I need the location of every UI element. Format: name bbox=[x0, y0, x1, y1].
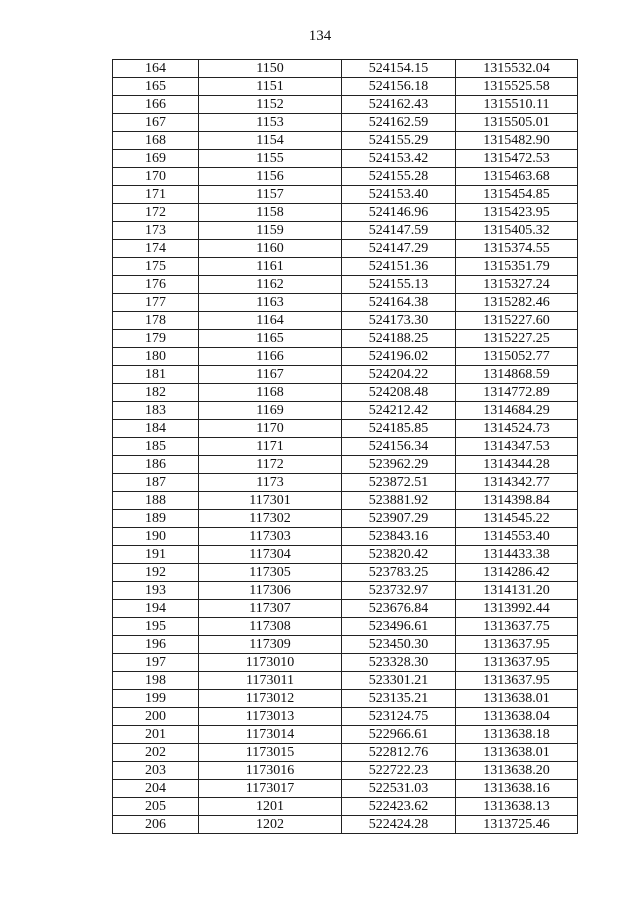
row-index-cell: 172 bbox=[113, 204, 199, 222]
row-index-cell: 190 bbox=[113, 528, 199, 546]
table-row bbox=[113, 636, 578, 654]
y-coordinate-cell: 1314553.40 bbox=[456, 528, 578, 546]
y-coordinate-cell: 1315327.24 bbox=[456, 276, 578, 294]
table-row bbox=[113, 510, 578, 528]
point-id-cell: 1163 bbox=[199, 294, 342, 312]
y-coordinate-cell: 1314433.38 bbox=[456, 546, 578, 564]
row-index-cell: 202 bbox=[113, 744, 199, 762]
x-coordinate-cell: 523328.30 bbox=[342, 654, 456, 672]
y-coordinate-cell: 1314868.59 bbox=[456, 366, 578, 384]
row-index-cell: 199 bbox=[113, 690, 199, 708]
y-coordinate-cell: 1314342.77 bbox=[456, 474, 578, 492]
x-coordinate-cell: 523301.21 bbox=[342, 672, 456, 690]
table-row bbox=[113, 726, 578, 744]
row-index-cell: 178 bbox=[113, 312, 199, 330]
row-index-cell: 185 bbox=[113, 438, 199, 456]
x-coordinate-cell: 524164.38 bbox=[342, 294, 456, 312]
y-coordinate-cell: 1315525.58 bbox=[456, 78, 578, 96]
point-id-cell: 1156 bbox=[199, 168, 342, 186]
x-coordinate-cell: 524155.29 bbox=[342, 132, 456, 150]
row-index-cell: 203 bbox=[113, 762, 199, 780]
y-coordinate-cell: 1314545.22 bbox=[456, 510, 578, 528]
table-row bbox=[113, 258, 578, 276]
x-coordinate-cell: 522966.61 bbox=[342, 726, 456, 744]
point-id-cell: 117309 bbox=[199, 636, 342, 654]
row-index-cell: 183 bbox=[113, 402, 199, 420]
y-coordinate-cell: 1314347.53 bbox=[456, 438, 578, 456]
table-row bbox=[113, 528, 578, 546]
point-id-cell: 1165 bbox=[199, 330, 342, 348]
table-row bbox=[113, 690, 578, 708]
row-index-cell: 200 bbox=[113, 708, 199, 726]
y-coordinate-cell: 1313638.16 bbox=[456, 780, 578, 798]
table-row bbox=[113, 744, 578, 762]
point-id-cell: 117308 bbox=[199, 618, 342, 636]
x-coordinate-cell: 524162.43 bbox=[342, 96, 456, 114]
point-id-cell: 1202 bbox=[199, 816, 342, 834]
x-coordinate-cell: 524156.34 bbox=[342, 438, 456, 456]
y-coordinate-cell: 1313992.44 bbox=[456, 600, 578, 618]
point-id-cell: 1154 bbox=[199, 132, 342, 150]
y-coordinate-cell: 1313638.20 bbox=[456, 762, 578, 780]
y-coordinate-cell: 1315454.85 bbox=[456, 186, 578, 204]
table-row bbox=[113, 114, 578, 132]
row-index-cell: 198 bbox=[113, 672, 199, 690]
table-row bbox=[113, 312, 578, 330]
x-coordinate-cell: 523872.51 bbox=[342, 474, 456, 492]
row-index-cell: 205 bbox=[113, 798, 199, 816]
table-row bbox=[113, 618, 578, 636]
y-coordinate-cell: 1314524.73 bbox=[456, 420, 578, 438]
y-coordinate-cell: 1315374.55 bbox=[456, 240, 578, 258]
coordinates-table-body bbox=[113, 60, 578, 834]
point-id-cell: 1162 bbox=[199, 276, 342, 294]
x-coordinate-cell: 524153.42 bbox=[342, 150, 456, 168]
x-coordinate-cell: 523962.29 bbox=[342, 456, 456, 474]
x-coordinate-cell: 524212.42 bbox=[342, 402, 456, 420]
y-coordinate-cell: 1315532.04 bbox=[456, 60, 578, 78]
point-id-cell: 1160 bbox=[199, 240, 342, 258]
table-row bbox=[113, 708, 578, 726]
y-coordinate-cell: 1315282.46 bbox=[456, 294, 578, 312]
row-index-cell: 170 bbox=[113, 168, 199, 186]
row-index-cell: 189 bbox=[113, 510, 199, 528]
table-row bbox=[113, 420, 578, 438]
row-index-cell: 206 bbox=[113, 816, 199, 834]
point-id-cell: 1158 bbox=[199, 204, 342, 222]
table-row bbox=[113, 96, 578, 114]
point-id-cell: 1172 bbox=[199, 456, 342, 474]
table-row bbox=[113, 762, 578, 780]
x-coordinate-cell: 522531.03 bbox=[342, 780, 456, 798]
table-row bbox=[113, 654, 578, 672]
y-coordinate-cell: 1314131.20 bbox=[456, 582, 578, 600]
point-id-cell: 1171 bbox=[199, 438, 342, 456]
row-index-cell: 167 bbox=[113, 114, 199, 132]
coordinates-table bbox=[112, 59, 578, 834]
table-row bbox=[113, 276, 578, 294]
point-id-cell: 117302 bbox=[199, 510, 342, 528]
x-coordinate-cell: 524153.40 bbox=[342, 186, 456, 204]
x-coordinate-cell: 524154.15 bbox=[342, 60, 456, 78]
table-row bbox=[113, 474, 578, 492]
row-index-cell: 195 bbox=[113, 618, 199, 636]
y-coordinate-cell: 1313725.46 bbox=[456, 816, 578, 834]
row-index-cell: 176 bbox=[113, 276, 199, 294]
y-coordinate-cell: 1315510.11 bbox=[456, 96, 578, 114]
point-id-cell: 1173 bbox=[199, 474, 342, 492]
table-row bbox=[113, 582, 578, 600]
x-coordinate-cell: 524155.13 bbox=[342, 276, 456, 294]
table-row bbox=[113, 330, 578, 348]
y-coordinate-cell: 1315423.95 bbox=[456, 204, 578, 222]
x-coordinate-cell: 524147.29 bbox=[342, 240, 456, 258]
point-id-cell: 1153 bbox=[199, 114, 342, 132]
y-coordinate-cell: 1313637.75 bbox=[456, 618, 578, 636]
row-index-cell: 164 bbox=[113, 60, 199, 78]
point-id-cell: 1155 bbox=[199, 150, 342, 168]
x-coordinate-cell: 522812.76 bbox=[342, 744, 456, 762]
x-coordinate-cell: 523135.21 bbox=[342, 690, 456, 708]
table-row bbox=[113, 456, 578, 474]
row-index-cell: 173 bbox=[113, 222, 199, 240]
table-row bbox=[113, 384, 578, 402]
point-id-cell: 117303 bbox=[199, 528, 342, 546]
row-index-cell: 192 bbox=[113, 564, 199, 582]
x-coordinate-cell: 524196.02 bbox=[342, 348, 456, 366]
x-coordinate-cell: 523783.25 bbox=[342, 564, 456, 582]
table-row bbox=[113, 438, 578, 456]
table-row bbox=[113, 672, 578, 690]
y-coordinate-cell: 1315227.60 bbox=[456, 312, 578, 330]
y-coordinate-cell: 1315472.53 bbox=[456, 150, 578, 168]
x-coordinate-cell: 524155.28 bbox=[342, 168, 456, 186]
point-id-cell: 117305 bbox=[199, 564, 342, 582]
x-coordinate-cell: 522424.28 bbox=[342, 816, 456, 834]
row-index-cell: 181 bbox=[113, 366, 199, 384]
y-coordinate-cell: 1315482.90 bbox=[456, 132, 578, 150]
row-index-cell: 166 bbox=[113, 96, 199, 114]
table-row bbox=[113, 492, 578, 510]
y-coordinate-cell: 1314344.28 bbox=[456, 456, 578, 474]
row-index-cell: 182 bbox=[113, 384, 199, 402]
x-coordinate-cell: 523907.29 bbox=[342, 510, 456, 528]
point-id-cell: 1173016 bbox=[199, 762, 342, 780]
table-row bbox=[113, 366, 578, 384]
row-index-cell: 204 bbox=[113, 780, 199, 798]
x-coordinate-cell: 523881.92 bbox=[342, 492, 456, 510]
point-id-cell: 1161 bbox=[199, 258, 342, 276]
table-row bbox=[113, 564, 578, 582]
x-coordinate-cell: 524208.48 bbox=[342, 384, 456, 402]
point-id-cell: 1166 bbox=[199, 348, 342, 366]
x-coordinate-cell: 523496.61 bbox=[342, 618, 456, 636]
x-coordinate-cell: 523676.84 bbox=[342, 600, 456, 618]
y-coordinate-cell: 1313638.18 bbox=[456, 726, 578, 744]
point-id-cell: 1173013 bbox=[199, 708, 342, 726]
row-index-cell: 184 bbox=[113, 420, 199, 438]
page-number: 134 bbox=[308, 28, 332, 44]
x-coordinate-cell: 524185.85 bbox=[342, 420, 456, 438]
y-coordinate-cell: 1313637.95 bbox=[456, 654, 578, 672]
point-id-cell: 1164 bbox=[199, 312, 342, 330]
point-id-cell: 117307 bbox=[199, 600, 342, 618]
x-coordinate-cell: 523732.97 bbox=[342, 582, 456, 600]
x-coordinate-cell: 524173.30 bbox=[342, 312, 456, 330]
row-index-cell: 179 bbox=[113, 330, 199, 348]
point-id-cell: 1173011 bbox=[199, 672, 342, 690]
row-index-cell: 168 bbox=[113, 132, 199, 150]
table-row bbox=[113, 186, 578, 204]
y-coordinate-cell: 1314772.89 bbox=[456, 384, 578, 402]
y-coordinate-cell: 1314286.42 bbox=[456, 564, 578, 582]
y-coordinate-cell: 1314398.84 bbox=[456, 492, 578, 510]
row-index-cell: 188 bbox=[113, 492, 199, 510]
point-id-cell: 1152 bbox=[199, 96, 342, 114]
x-coordinate-cell: 523450.30 bbox=[342, 636, 456, 654]
y-coordinate-cell: 1313638.01 bbox=[456, 744, 578, 762]
x-coordinate-cell: 524204.22 bbox=[342, 366, 456, 384]
table-row bbox=[113, 294, 578, 312]
table-row bbox=[113, 60, 578, 78]
y-coordinate-cell: 1315052.77 bbox=[456, 348, 578, 366]
y-coordinate-cell: 1313638.01 bbox=[456, 690, 578, 708]
row-index-cell: 201 bbox=[113, 726, 199, 744]
row-index-cell: 171 bbox=[113, 186, 199, 204]
point-id-cell: 1201 bbox=[199, 798, 342, 816]
x-coordinate-cell: 524188.25 bbox=[342, 330, 456, 348]
row-index-cell: 193 bbox=[113, 582, 199, 600]
point-id-cell: 1170 bbox=[199, 420, 342, 438]
row-index-cell: 196 bbox=[113, 636, 199, 654]
y-coordinate-cell: 1315463.68 bbox=[456, 168, 578, 186]
table-row bbox=[113, 600, 578, 618]
x-coordinate-cell: 524156.18 bbox=[342, 78, 456, 96]
point-id-cell: 117301 bbox=[199, 492, 342, 510]
table-row bbox=[113, 348, 578, 366]
point-id-cell: 117304 bbox=[199, 546, 342, 564]
point-id-cell: 1173010 bbox=[199, 654, 342, 672]
table-row bbox=[113, 798, 578, 816]
table-row bbox=[113, 546, 578, 564]
point-id-cell: 1167 bbox=[199, 366, 342, 384]
row-index-cell: 186 bbox=[113, 456, 199, 474]
row-index-cell: 194 bbox=[113, 600, 199, 618]
y-coordinate-cell: 1313637.95 bbox=[456, 636, 578, 654]
y-coordinate-cell: 1315505.01 bbox=[456, 114, 578, 132]
point-id-cell: 1173012 bbox=[199, 690, 342, 708]
x-coordinate-cell: 524151.36 bbox=[342, 258, 456, 276]
x-coordinate-cell: 523843.16 bbox=[342, 528, 456, 546]
row-index-cell: 175 bbox=[113, 258, 199, 276]
y-coordinate-cell: 1314684.29 bbox=[456, 402, 578, 420]
row-index-cell: 174 bbox=[113, 240, 199, 258]
point-id-cell: 1173015 bbox=[199, 744, 342, 762]
y-coordinate-cell: 1313638.13 bbox=[456, 798, 578, 816]
table-row bbox=[113, 204, 578, 222]
point-id-cell: 1157 bbox=[199, 186, 342, 204]
table-row bbox=[113, 150, 578, 168]
x-coordinate-cell: 523124.75 bbox=[342, 708, 456, 726]
x-coordinate-cell: 524146.96 bbox=[342, 204, 456, 222]
row-index-cell: 177 bbox=[113, 294, 199, 312]
row-index-cell: 187 bbox=[113, 474, 199, 492]
point-id-cell: 117306 bbox=[199, 582, 342, 600]
table-row bbox=[113, 240, 578, 258]
row-index-cell: 169 bbox=[113, 150, 199, 168]
point-id-cell: 1169 bbox=[199, 402, 342, 420]
point-id-cell: 1168 bbox=[199, 384, 342, 402]
table-row bbox=[113, 222, 578, 240]
y-coordinate-cell: 1313637.95 bbox=[456, 672, 578, 690]
y-coordinate-cell: 1315405.32 bbox=[456, 222, 578, 240]
y-coordinate-cell: 1313638.04 bbox=[456, 708, 578, 726]
point-id-cell: 1159 bbox=[199, 222, 342, 240]
point-id-cell: 1150 bbox=[199, 60, 342, 78]
x-coordinate-cell: 523820.42 bbox=[342, 546, 456, 564]
point-id-cell: 1173014 bbox=[199, 726, 342, 744]
row-index-cell: 197 bbox=[113, 654, 199, 672]
row-index-cell: 180 bbox=[113, 348, 199, 366]
table-row bbox=[113, 132, 578, 150]
table-row bbox=[113, 816, 578, 834]
point-id-cell: 1151 bbox=[199, 78, 342, 96]
x-coordinate-cell: 522722.23 bbox=[342, 762, 456, 780]
table-row bbox=[113, 402, 578, 420]
point-id-cell: 1173017 bbox=[199, 780, 342, 798]
y-coordinate-cell: 1315351.79 bbox=[456, 258, 578, 276]
x-coordinate-cell: 522423.62 bbox=[342, 798, 456, 816]
table-row bbox=[113, 168, 578, 186]
table-row bbox=[113, 78, 578, 96]
table-row bbox=[113, 780, 578, 798]
y-coordinate-cell: 1315227.25 bbox=[456, 330, 578, 348]
x-coordinate-cell: 524162.59 bbox=[342, 114, 456, 132]
x-coordinate-cell: 524147.59 bbox=[342, 222, 456, 240]
row-index-cell: 191 bbox=[113, 546, 199, 564]
row-index-cell: 165 bbox=[113, 78, 199, 96]
